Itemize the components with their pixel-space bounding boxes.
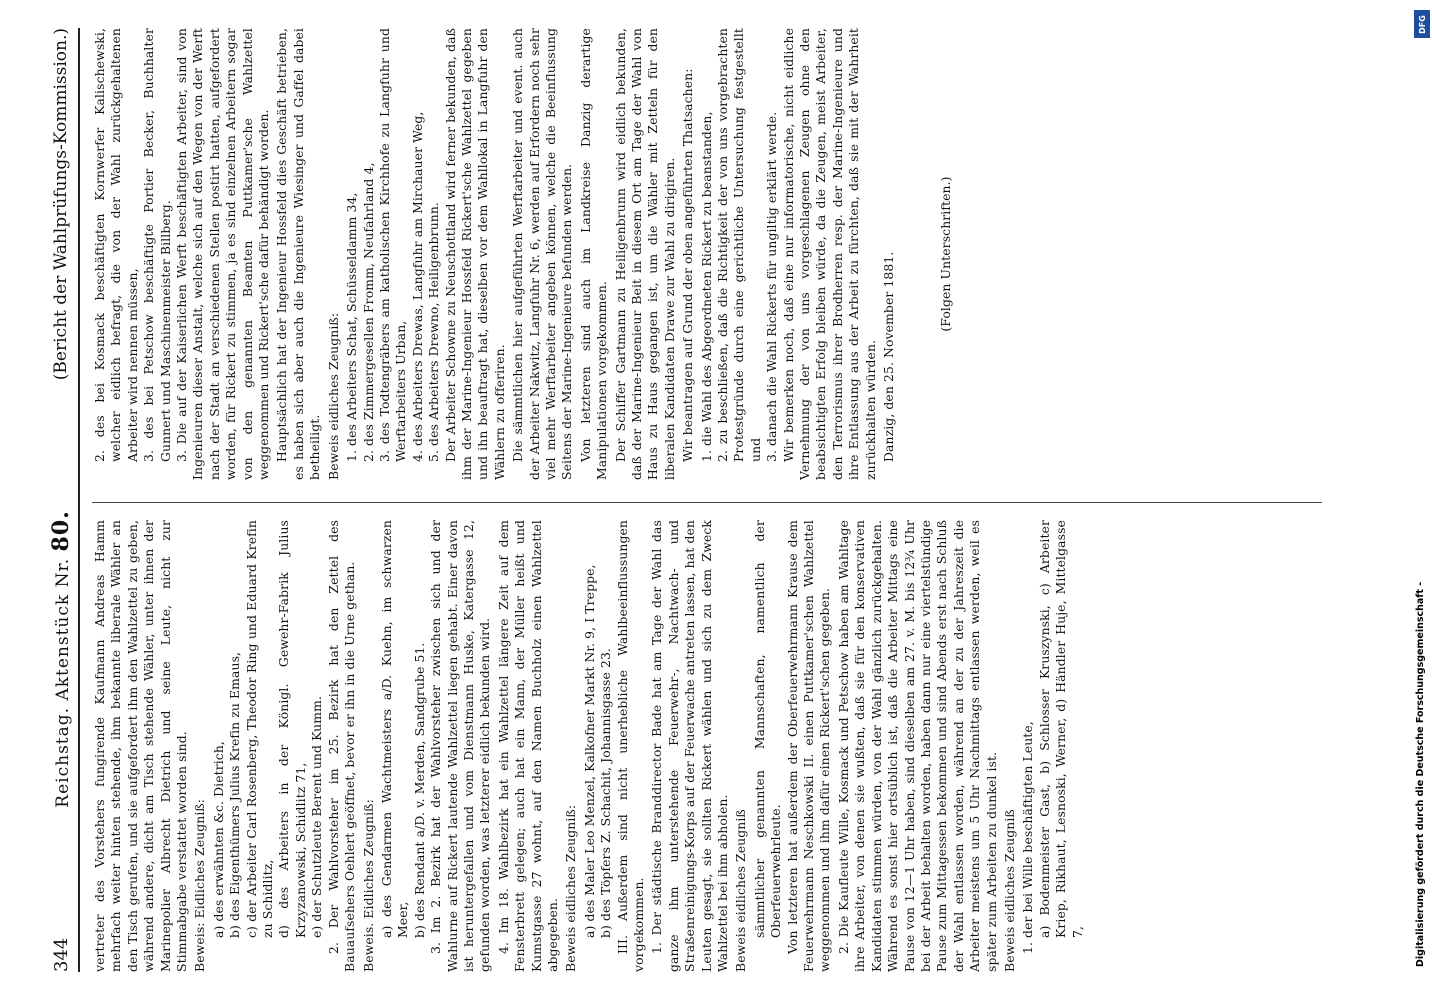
header-left-text: Reichstag. Aktenstück Nr.: [53, 557, 73, 808]
rotated-document-page: [22, 0, 1402, 1000]
paragraph: 3. danach die Wahl Rickerts für ungiltig erklärt werde.: [764, 111, 780, 462]
dfg-logo-text: DFG: [1417, 14, 1427, 34]
paragraph: 2. Der Wahlvorsteher im 25. Bezirk hat den Zettel des Bauaufsehers Oehlert geöffnet, bevor er ihn in die Urne gethan.: [325, 520, 358, 972]
paragraph: 1. Der städtische Branddirector Bade hat am Tage der Wahl das ganze ihm unterstehende Feuerwehr-, Nachtwach- und Straßenreinigungs-Korps auf der Feuerwache antreten lassen, hat den Leuten gesagt, sie sollten Rickert wählen und sich zu dem Zweck Wahlzettel bei ihm abholen.: [649, 520, 731, 972]
paragraph: b) des Töpfers Z. Schachit, Johannisgasse 23.: [598, 648, 614, 938]
paragraph: Beweis eidliches Zeugniß: [1001, 809, 1017, 972]
paragraph: 3. des Todtengräbers am katholischen Kirchhofe zu Langfuhr und Werftarbeiters Urban,: [376, 28, 409, 462]
document-number: 80.: [48, 510, 74, 552]
paragraph: 4. des Arbeiters Drewas, Langfuhr am Mirchauer Weg,: [409, 111, 425, 462]
paragraph: Der Schiffer Gartmann zu Heiligenbrunn wird eidlich bekunden, daß der Marine-Ingenieur Beit in diesem Ort am Tage der Wahl von Haus zu Haus gegangen ist, um die Wähler mit Zetteln für den liberalen Kandidaten Drawe zur Wahl zu dirigiren.: [612, 28, 677, 480]
paragraph: 1. des Arbeiters Schat, Schüsseldamm 34,: [344, 192, 360, 462]
right-text-column: [92, 28, 1392, 480]
paragraph: Beweis eidliches Zeugniß:: [325, 312, 341, 480]
paragraph: Danzig, den 25. November 1881.: [881, 251, 897, 462]
column-divider: [92, 502, 1322, 503]
paragraph: c) der Arbeiter Carl Rosenberg, Theodor Ring und Eduard Krefin zu Schidlitz,: [243, 520, 276, 938]
paragraph: a) des Gendarmen Wachtmeisters a/D. Kuehn, im schwarzen Meer,: [378, 520, 411, 938]
paragraph: 2. Die Kaufleute Wille, Kosmack und Petschow haben am Wahltage ihre Arbeiter, von denen sie wußten, daß sie für den konservativen Kandidaten stimmen würden, von der Wahl gänzlich zurückgehalten. Während es sonst hier ortsüblich ist, daß die Arbeiter Mittags eine Pause von 12—1 Uhr haben, sind dieselben am 27. v. M. bis 12¾ Uhr bei der Arbeit behalten worden, haben dann nur eine viertelstündige Pause zum Mittagessen bekommen und sind Abends erst nach Schluß der Wahl entlassen worden, während an der zu der Jahreszeit die Arbeiter meistens um 5 Uhr Nachmittags entlassen werden, weil es später zum Arbeiten zu dunkel ist.: [835, 520, 999, 972]
paragraph: Beweis. Eidliches Zeugniß:: [360, 799, 376, 972]
paragraph: 1. die Wahl des Abgeordneten Rickert zu beanstanden,: [698, 111, 714, 462]
paragraph: Von letzteren hat außerdem der Oberfeuerwehrmann Krause dem Feuerwehrmann Neschkowski II. einen Puttkamer'schen Wahlzettel weggenommen und ihm dafür einen Rickert'schen gegeben.: [784, 520, 833, 972]
credit-text: Digitalisierung gefördert durch die Deutsche Forschungsgemeinschaft -: [1415, 581, 1426, 967]
paragraph: a) des erwähnten &c. Dietrich,: [210, 741, 226, 938]
paragraph: Die sämmtlichen hier aufgeführten Werftarbeiter und event. auch der Arbeiter Nakwitz, Langfuhr Nr. 6, werden auf Erfordern noch sehr viel mehr Werftarbeiter angeben können, welche die Beeinflussung Seitens der Marine-Ingenieure befunden werden.: [510, 28, 575, 480]
paragraph: 4. Im 18. Wahlbezirk hat ein Wahlzettel längere Zeit auf dem Fensterbrett gelegen; auch hat ein Mann, der Müller heißt und Kumstgasse 27 wohnt, auf den Namen Buchholz einen Wahlzettel abgegeben.: [495, 520, 560, 972]
paragraph: Der Arbeiter Schowne zu Neuschottland wird ferner bekunden, daß ihm der Marine-Ingenieur Hossfeld Rickert'sche Wahlzettel gegeben und ihn beauftragt hat, dieselben vor dem Wahllokal in Langfuhr den Wählern zu offeriren.: [442, 28, 507, 480]
paragraph: e) der Schutzleute Berent und Kumm.: [309, 696, 325, 938]
digitization-credit: [1415, 12, 1427, 987]
paragraph: 3. Im 2. Bezirk hat der Wahlvorsteher zwischen sich und der Wahlurne auf Rickert lautende Wahlzettel liegen gehabt. Einer davon ist heruntergefallen und vom Dienstmann Huske, Katergasse 12, gefunden worden, was letzterer eidlich bekunden wird.: [428, 520, 493, 972]
paragraph: 2. des Zimmergesellen Fromm, Neufahrland 4,: [360, 162, 376, 462]
paragraph: 1. der bei Wille beschäftigten Leute,: [1020, 721, 1036, 954]
paragraph: b) des Rendant a/D. v. Merden, Sandgrube 51.: [411, 642, 427, 938]
dfg-logo: [1414, 10, 1430, 38]
paragraph: 3. des bei Petschow beschäftigte Portier Becker, Buchhalter Gunnert und Maschinenmeister Billberg.: [141, 28, 173, 462]
header-title: [48, 380, 74, 937]
paragraph: III. Außerdem sind nicht unerhebliche Wahlbeeinflussungen vorgekommen.: [614, 520, 646, 972]
paragraph: 5. des Arbeiters Drewno, Heiligenbrunn.: [426, 202, 442, 462]
paragraph: Beweis eidliches Zeugniß: [733, 809, 749, 972]
paragraph: vertreter des Vorstehers fungirende Kaufmann Andreas Hamm mehrfach weiter hinten stehende, ihm bekannte liberale Wähler an den Tisch gerufen, und sie aufgefordert ihm den Wahlzettel zu geben, während andere, dicht am Tisch stehende Wähler, unter ihnen der Marinepolier Albrecht Dietrich und seine Leute, nicht zur Stimmabgabe verstattet worden sind.: [92, 520, 190, 972]
page-header: [44, 28, 80, 972]
paragraph: (Folgen Unterschriften.): [937, 176, 953, 332]
paragraph: d) des Arbeiters in der Königl. Gewehr-Fabrik Julius Krzyzanowski, Schidlitz 71,: [276, 520, 308, 938]
paragraph: Wir bemerken noch, daß eine nur informatorische, nicht eidliche Vernehmung der von uns vorgeschlagenen Zeugen ohne den beabsichtigten Erfolg bleiben würde, da die Zeugen, meist Arbeiter, den Terrorismus ihrer Brodherren resp. der Marine-Ingenieure und ihre Entlassung aus der Arbeit zu fürchten, daß sie mit der Wahrheit zurückhalten würden.: [780, 28, 878, 480]
left-text-column: [92, 520, 1392, 972]
paragraph: Hauptsächlich hat der Ingenieur Hossfeld dies Geschäft betrieben, es haben sich aber auch die Ingenieure Wiesinger und Gaffel dabei betheiligt.: [274, 28, 323, 480]
page-number: 344: [50, 937, 72, 972]
paragraph: sämmtlicher genannten Mannschaften, namentlich der Oberfeuerwehrleute.: [751, 520, 784, 938]
paragraph: a) Bodenmeister Gast, b) Schlosser Kruszynski, c) Arbeiter Kriep, Rikhaut, Lesnoski, Werner, d) Händler Huje, Mittelgasse 7,: [1036, 520, 1085, 938]
paragraph: Beweis eidliches Zeugniß:: [563, 804, 579, 972]
paragraph: b) des Eigenthümers Julius Krefin zu Emaus,: [227, 651, 243, 938]
paragraph: 2. des bei Kosmack beschäftigten Kornwerfer Kalischewski, welcher eidlich befragt, die von der Wahl zurückgehaltenen Arbeiter wird nennen müssen,: [92, 28, 140, 462]
paragraph: 2. zu beschließen, daß die Richtigkeit der von uns vorgebrachten Protestgründe durch eine gerichtliche Untersuchung festgestellt und: [715, 28, 763, 462]
paragraph: Beweis: Eidliches Zeugniß:: [192, 798, 208, 972]
paragraph: a) des Maler Leo Menzel, Kalkofner Markt Nr. 9, I Treppe,: [581, 564, 597, 938]
paragraph: 3. Die auf der Kaiserlichen Werft beschäftigten Arbeiter, sind von Ingenieuren dieser Anstalt, welche sich auf den Wegen von der Werft nach der Stadt an verschiedenen Stellen postirt hatten, aufgefordert worden, für Rickert zu stimmen, ja es sind einzelnen Arbeitern sogar von den genannten Beamten Puttkamer'sche Wahlzettel weggenommen und Rickert'sche dafür behändigt worden.: [174, 28, 272, 480]
header-right-text: (Bericht der Wahlprüfungs-Kommission.): [51, 28, 71, 381]
paragraph: Von letzteren sind auch im Landkreise Danzig derartige Manipulationen vorgekommen.: [577, 28, 610, 480]
paragraph: Wir beantragen auf Grund der oben angeführten Thatsachen:: [680, 68, 696, 462]
